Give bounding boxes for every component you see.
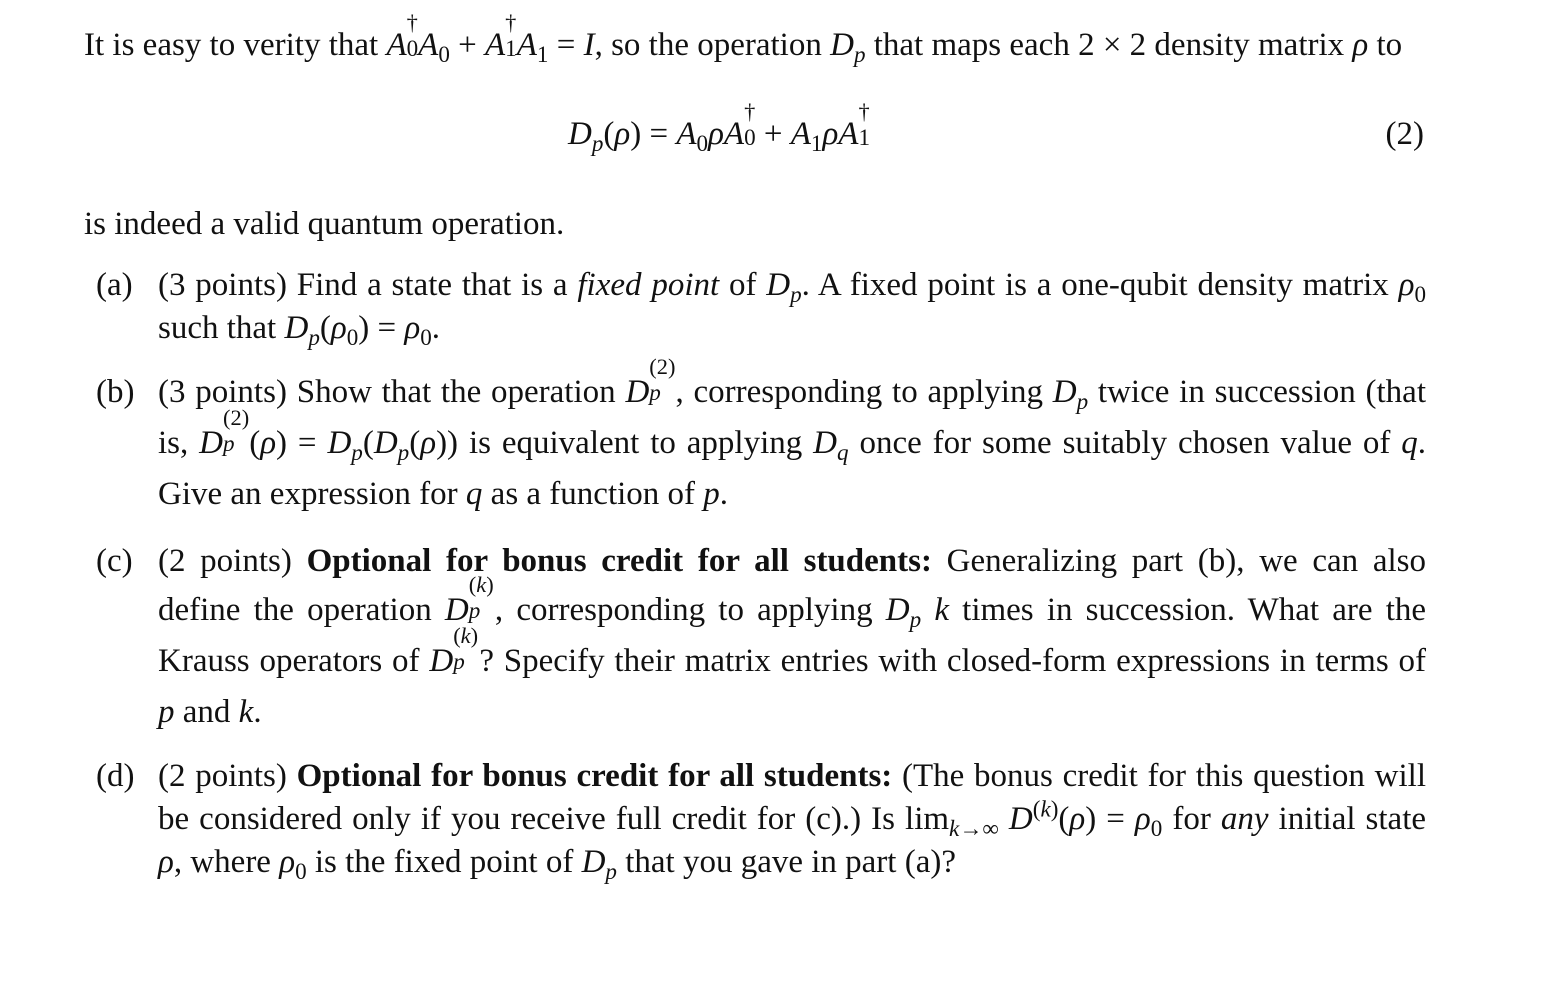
- problem-page: [84, 9, 1427, 884]
- part-label: (b): [96, 374, 135, 410]
- part-d: [84, 755, 1426, 884]
- part-b: [84, 353, 1427, 519]
- part-label: (d): [96, 758, 135, 794]
- part-text: (2 points) Optional for bonus credit for all students: (The bonus credit for this question will be considered only if you receive full credit for (c).) Is $\lim_{k\to\infty} D^{(k)}(\rho) = \rho_0$ for any initial state ρ, where $\rho_0$ is the fixed point of $D_p$ that you gave in part (a)?: [158, 758, 1427, 884]
- part-text: (2 points) Optional for bonus credit for all students: Generalizing part (b), we can also define the operation D (k) p , corresponding to applying $D_p$ k times in succession. What are the Krauss operators of D (k) p ? Specify their matrix entries with closed-form expressions in terms of p and k.: [158, 543, 1427, 730]
- part-text: (3 points) Find a state that is a fixed point of $D_p$. A fixed point is a one-qubit density matrix $\rho_0$ such that $D_p(\rho_0) = \rho_0$.: [158, 267, 1426, 350]
- part-text: (3 points) Show that the operation D (2) p , corresponding to applying $D_p$ twice in succession (that is, D (2) p $(\rho) = D_p(D_p(\rho))$ is equivalent to applying $D_q$ once for some suitably chosen value of q. Give an expression for q as a function of p.: [158, 353, 1427, 512]
- after-equation-text: is indeed a valid quantum operation.: [84, 206, 565, 242]
- equation-number: (2): [1385, 116, 1424, 152]
- part-a: [84, 264, 1426, 350]
- intro-paragraph: It is easy to verity that A † 0 $A_0 + A$ † 1 $A_1 = I$, so the operation $D_p$ that maps each 2 × 2 density matrix ρ to: [84, 9, 1403, 67]
- part-c: [84, 537, 1426, 737]
- equation-2: [84, 98, 1426, 169]
- equation-body: $D_p(\rho) = A_0\rho A$ † 0 + $A_1\rho A$ † 1: [568, 98, 870, 156]
- part-label: (a): [96, 267, 133, 303]
- part-label: (c): [96, 543, 133, 579]
